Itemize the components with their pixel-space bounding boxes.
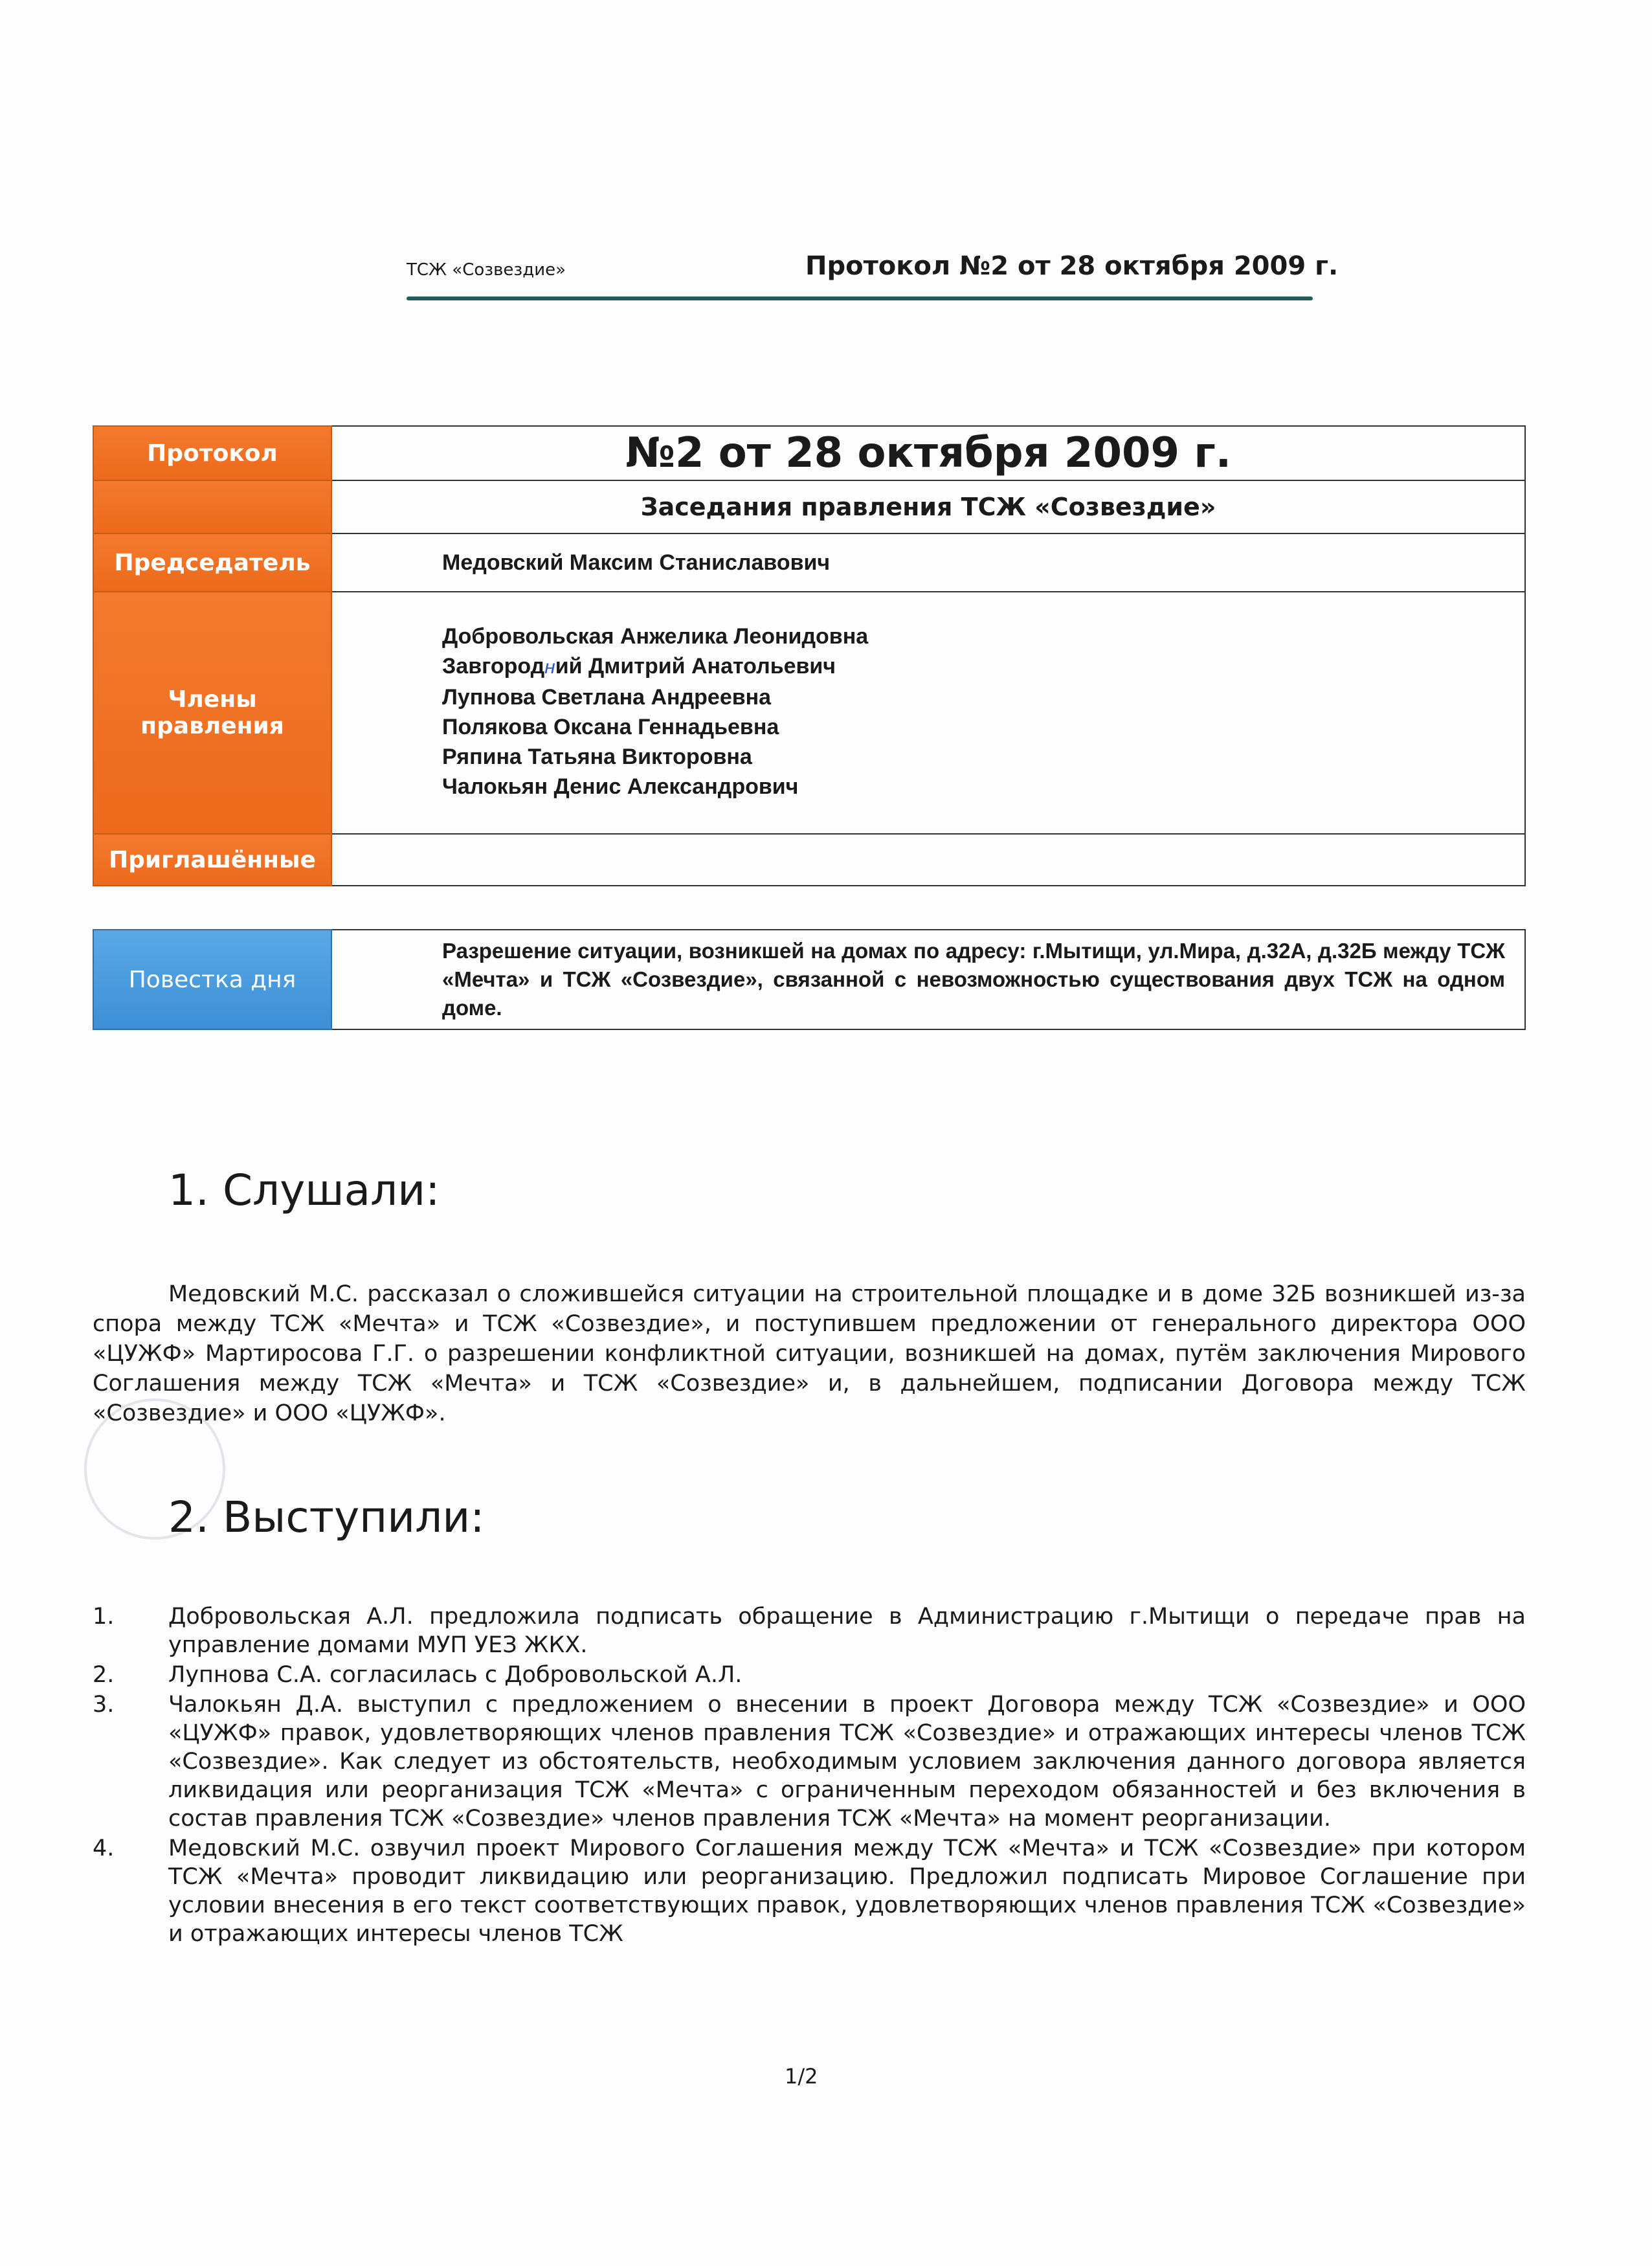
list-item: 2. Лупнова С.А. согласилась с Добровольской А.Л. [93,1662,742,1688]
invited-value [331,834,1525,886]
members-list [332,610,1524,816]
chair-name: Медовский Максим Станиславович [442,550,831,575]
member-name: Добровольская Анжелика Леонидовна [442,624,869,649]
member-name: Полякова Оксана Геннадьевна [442,715,779,739]
member-name-corrected: Завгородний Дмитрий Анатольевич [442,654,836,679]
agenda-label: Повестка дня [93,930,331,1029]
header-divider [407,297,1313,300]
section-heading-spoke: 2. Выступили: [168,1492,485,1542]
protocol-info-table [93,425,1526,886]
list-item: 4. Медовский М.С. озвучил проект Мирового Соглашения между ТСЖ «Мечта» и ТСЖ «Созвездие» при котором ТСЖ «Мечта» проводит ликвидацию или реорганизацию. Предложил подписать Мировое Соглашение при условии внесения в его текст соответствующих правок, удовлетворяющих членов правления ТСЖ «Созвездие» и отражающих интересы членов ТСЖ [93,1835,1526,1947]
chair-label: Председатель [93,533,331,592]
member-name: Ряпина Татьяна Викторовна [442,745,752,769]
speakers-list [93,1602,1526,1949]
protocol-label-continuation [93,480,331,533]
section-heading-heard: 1. Слушали: [168,1165,440,1215]
member-name: Лупнова Светлана Андреевна [442,685,772,710]
meeting-title: Заседания правления ТСЖ «Созвездие» [640,493,1216,521]
section-heard-paragraph: Медовский М.С. рассказал о сложившейся ситуации на строительной площадке и в доме 32Б возникшей из-за спора между ТСЖ «Мечта» и ТСЖ «Созвездие», и поступившем предложении от генерального директора ООО «ЦУЖФ» Мартиросова Г.Г. о разрешении конфликтной ситуации, возникшей на домах, путём заключения Мирового Соглашения между ТСЖ «Мечта» и ТСЖ «Созвездие» и, в дальнейшем, подписании Договора между ТСЖ «Созвездие» и ООО «ЦУЖФ». [93,1281,1526,1426]
handwritten-correction: н [544,656,555,678]
header-org: ТСЖ «Созвездие» [407,260,566,280]
protocol-label: Протокол [93,426,331,480]
invited-label: Приглашённые [93,834,331,886]
protocol-number: №2 от 28 октября 2009 г. [625,429,1232,477]
list-item: 1. Добровольская А.Л. предложила подписать обращение в Администрацию г.Мытищи о передаче прав на управление домами МУП УЕЗ ЖКХ. [93,1604,1526,1658]
members-label: Члены правления [93,592,331,834]
agenda-table [93,929,1526,1030]
header-protocol-title: Протокол №2 от 28 октября 2009 г. [805,251,1339,281]
member-name: Чалокьян Денис Александрович [442,774,799,799]
agenda-text: Разрешение ситуации, возникшей на домах по адресу: г.Мытищи, ул.Мира, д.32А, д.32Б между ТСЖ «Мечта» и ТСЖ «Созвездие», связанной с невозможностью существования двух ТСЖ на одном доме. [442,939,1505,1020]
list-item: 3. Чалокьян Д.А. выступил с предложением о внесении в проект Договора между ТСЖ «Созвездие» и ООО «ЦУЖФ» правок, удовлетворяющих членов правления ТСЖ «Созвездие» и отражающих интересы членов ТСЖ «Созвездие». Как следует из обстоятельств, необходимым условием заключения данного договора является ликвидация или реорганизация ТСЖ «Мечта» с ограниченным переходом обязанностей и без включения в состав правления ТСЖ «Созвездие» членов правления ТСЖ «Мечта» на момент реорганизации. [93,1692,1526,1832]
page-number: 1/2 [785,2064,818,2089]
